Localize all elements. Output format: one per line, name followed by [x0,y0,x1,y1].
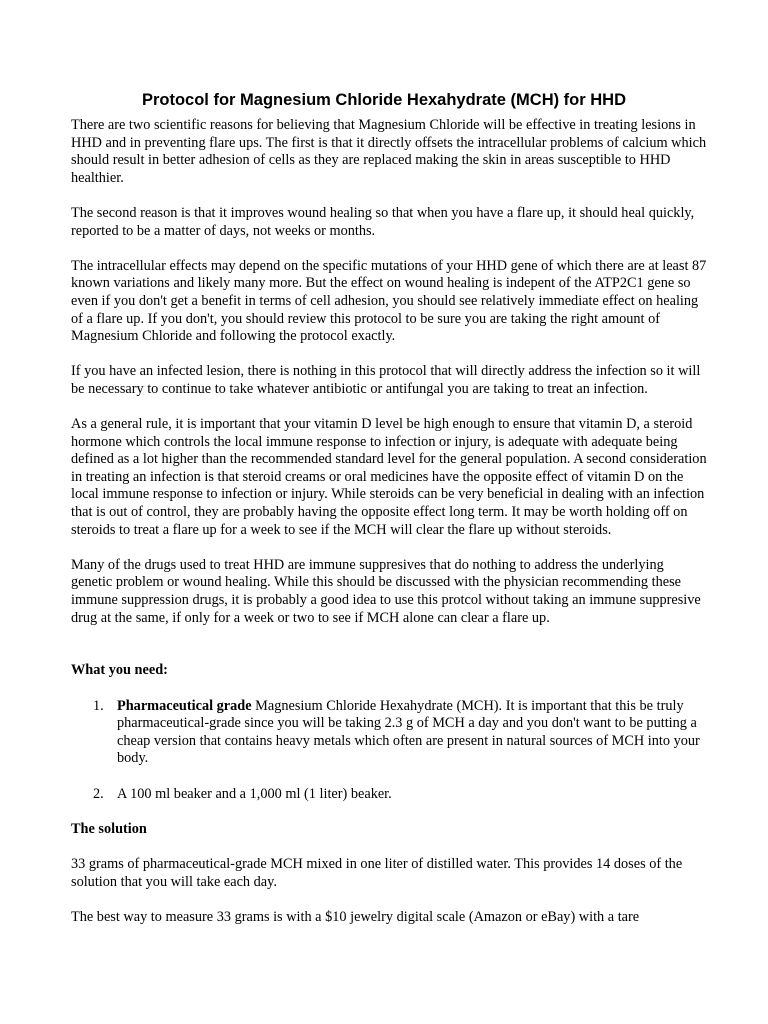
solution-text-2: The best way to measure 33 grams is with a $10 jewelry digital scale (Amazon or eBay) with a tare [71,908,640,925]
paragraph-6: Many of the drugs used to treat HHD are immune suppresives that do nothing to address the underlying genetic problem or wound healing. While this should be discussed with the physician recommending these immune suppression drugs, it is probably a good idea to use this protcol without taking an immune suppresive drug at the same, if only for a week or two to see if MCH alone can clear a flare up. [71,556,701,626]
list-item-text: A 100 ml beaker and a 1,000 ml (1 liter) beaker. [117,785,392,802]
spacer [71,645,707,663]
what-you-need-list [71,698,707,804]
list-item-text: Magnesium Chloride Hexahydrate (MCH). It is important that this be truly pharmaceutical-grade since you will be taking 2.3 g of MCH a day and you don't want to be putting a cheap version that contains heavy metals which often are present in natural sources of MCH into your body. [117,697,700,767]
paragraph-2: The second reason is that it improves wound healing so that when you have a flare up, it should heal quickly, reported to be a matter of days, not weeks or months. [71,204,695,239]
solution-heading: The solution [71,820,147,837]
paragraph-4: If you have an infected lesion, there is nothing in this protocol that will directly address the infection so it will be necessary to continue to take whatever antibiotic or antifungal you are taking to treat an infection. [71,363,701,397]
paragraph-3: The intracellular effects may depend on the specific mutations of your HHD gene of which there are at least 87 known variations and likely many more. But the effect on wound healing is indepent of the ATP2C1 gene so even if you don't get a benefit in terms of cell adhesion, you should see relatively immediate effect on healing of a flare up. If you don't, you should review this protocol to be sure you are taking the right amount of Magnesium Chloride and following the protocol exactly. [71,257,707,345]
document-body [71,117,707,926]
list-item [71,786,707,804]
what-you-need-heading: What you need: [71,662,168,679]
solution-text: 33 grams of pharmaceutical-grade MCH mixed in one liter of distilled water. This provides 14 doses of the solution that you will take each day. [71,855,683,890]
list-item [71,698,707,768]
list-item-number: 2. [93,785,104,802]
paragraph-1: There are two scientific reasons for believing that Magnesium Chloride will be effective in treating lesions in HHD and in preventing flare ups. The first is that it directly offsets the intracellular problems of calcium which should result in better adhesion of cells as they are replaced making the skin in areas susceptible to HHD healthier. [71,117,707,186]
list-item-number: 1. [93,697,104,714]
list-item-bold: Pharmaceutical grade [117,697,252,714]
paragraph-5: As a general rule, it is important that your vitamin D level be high enough to ensure that vitamin D, a steroid hormone which controls the local immune response to infection or injury, is adequate with adequate being defined as a lot higher than the recommended standard level for the general population. A second consideration in treating an infection is that steroid creams or oral medicines have the opposite effect of vitamin D on the local immune response to infection or injury. While steroids can be very beneficial in dealing with an infection that is out of control, they are probably having the opposite effect long term. It may be worth holding off on steroids to treat a flare up for a week to see if the MCH will clear the flare up without steroids. [71,416,707,538]
document-title: Protocol for Magnesium Chloride Hexahydrate (MCH) for HHD [141,91,627,109]
